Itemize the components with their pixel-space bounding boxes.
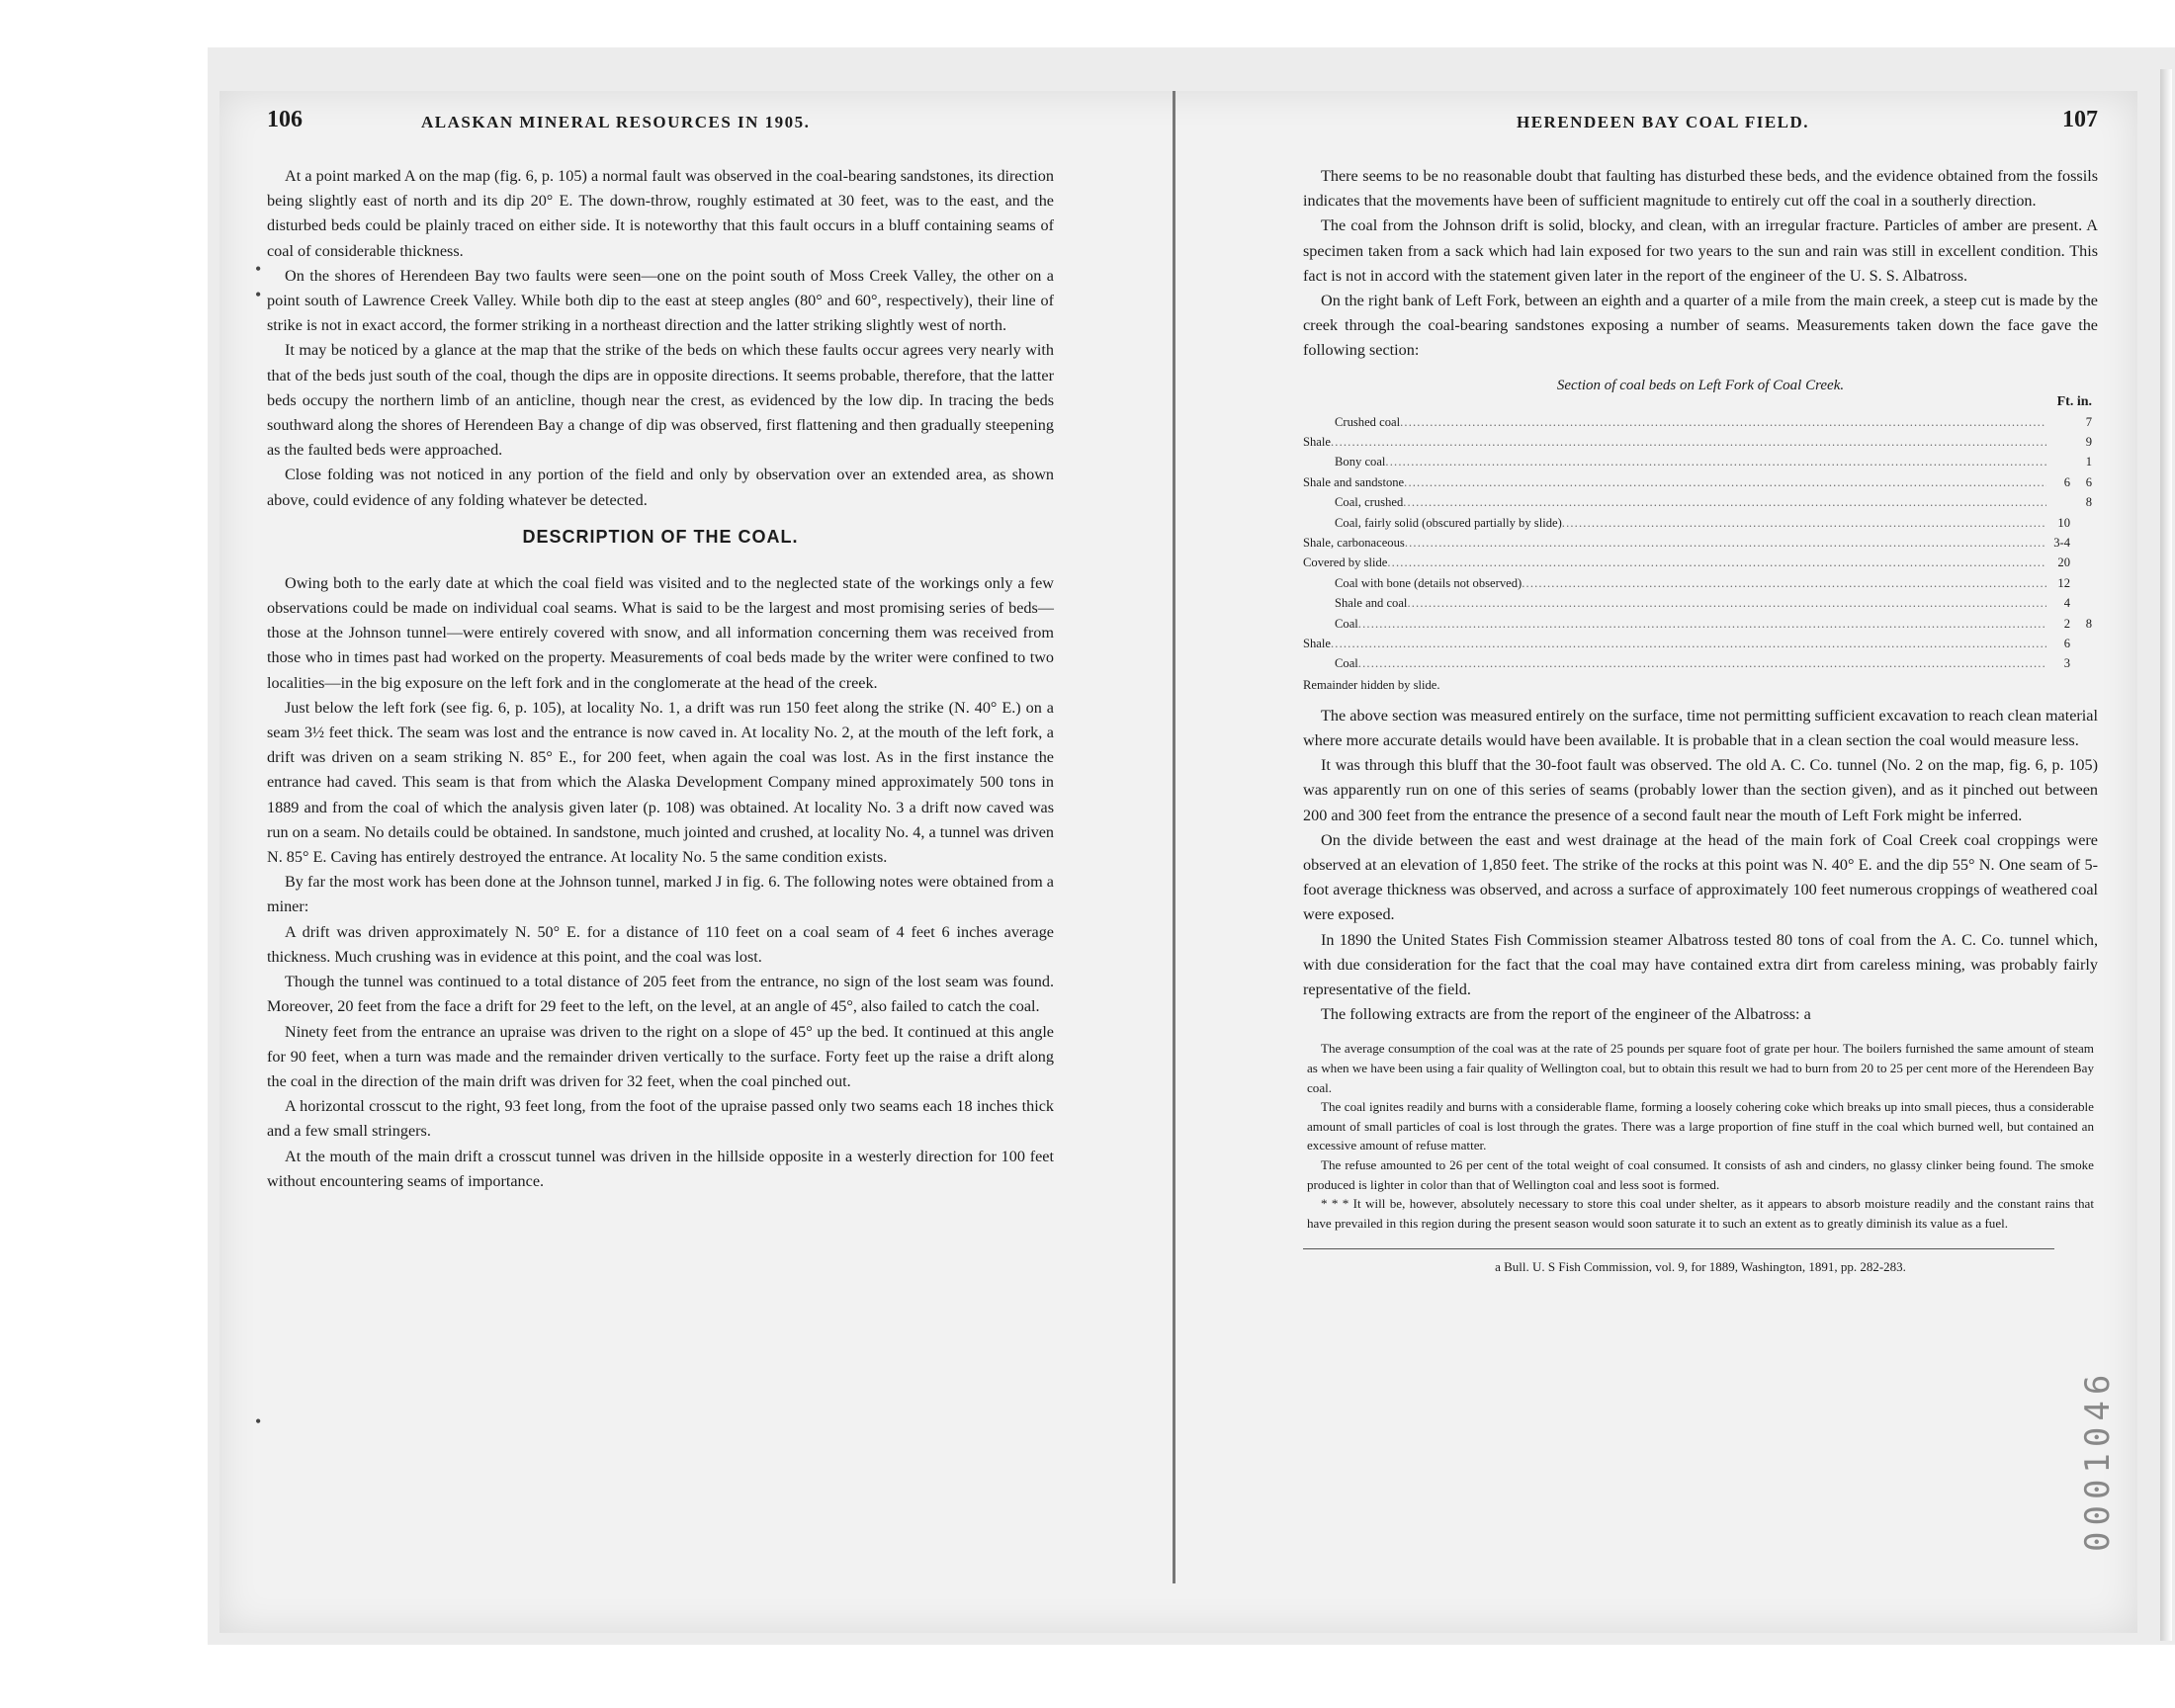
paragraph: Owing both to the early date at which the coal field was visited and to the neglected state of the workings only a few observations could be made on individual coal seams. What is said to be the largest and most promising series of beds—those at the Johnson tunnel—were entirely covered with snow, and all information concerning them was received from those who in times past had worked on the property. Measurements of coal beds made by the writer were confined to two localities—in the big exposure on the left fork and in the conglomerate at the head of the creek.	[267, 573, 1054, 692]
dot-leader	[1387, 553, 2046, 572]
section-remainder: Remainder hidden by slide.	[1303, 677, 1440, 692]
paragraph: It may be noticed by a glance at the map that the strike of the beds on which these faults occur agrees very nearly with that of the beds just south of the coal, though the dips are in opposite directions. It seems probable, therefore, that the latter beds occupy the northern limb of an anticline, though near the crest, as evidenced by the low dip. In tracing the beds southward along the shores of Herendeen Bay a change of dip was observed, first flattening and then gradually steepening as the faulted beds were approached.	[267, 341, 1054, 460]
row-inches: 9	[2085, 435, 2092, 450]
paragraph: On the shores of Herendeen Bay two faults were seen—one on the point south of Moss Creek Valley, the other on a point south of Lawrence Creek Valley. While both dip to the east at steep angles (80° and 60°, respectively), their line of strike is not in exact accord, the former striking in a northeast direction and the latter striking slightly west of north.	[267, 266, 1054, 335]
row-label: Shale	[1303, 636, 1331, 650]
dot-leader	[1405, 533, 2046, 553]
row-label: Bony coal	[1335, 455, 1386, 470]
section-row	[1303, 653, 2098, 673]
paragraph: A horizontal crosscut to the right, 93 feet long, from the foot of the upraise passed only two seams each 18 inches thick and a few small stringers.	[267, 1097, 1054, 1141]
row-label: Shale and coal	[1335, 596, 1408, 611]
left-paragraphs-b	[267, 571, 1054, 1194]
paragraph: The coal from the Johnson drift is solid, blocky, and clean, with an irregular fracture. Particles of amber are present. A specimen taken from a sack which had lain exposed for two years to the sun and rain was still in excellent condition. This fact is not in accord with the statement given later in the report of the engineer of the U. S. S. Albatross.	[1303, 216, 2098, 285]
margin-mark: •	[255, 1411, 262, 1431]
paragraph: The following extracts are from the report of the engineer of the Albatross: a	[1321, 1005, 1811, 1024]
footnote-rule	[1303, 1248, 2054, 1249]
row-feet: 6	[2063, 636, 2070, 650]
paragraph: It was through this bluff that the 30-foot fault was observed. The old A. C. Co. tunnel (No. 2 on the map, fig. 6, p. 105) was apparently run on one of this series of seams (probably lower than the section given), and as it pinched out between 200 and 300 feet from the entrance the presence of a second fault near the mouth of Left Fork might be inferred.	[1303, 756, 2098, 824]
row-label: Coal with bone (details not observed)	[1335, 575, 1522, 590]
page-number: 106	[267, 107, 303, 132]
paragraph: At the mouth of the main drift a crosscut tunnel was driven in the hillside opposite in a westerly direction for 100 feet without encountering seams of importance.	[267, 1147, 1054, 1190]
paragraph: On the divide between the east and west drainage at the head of the main fork of Coal Creek coal croppings were observed at an elevation of 1,850 feet. The strike of the rocks at this point was N. 40° E. and the dip 55° N. One seam of 5-foot average thickness was observed, and across a surface of approximately 100 feet numerous croppings of weathered coal were exposed.	[1303, 830, 2098, 924]
row-feet: 3	[2063, 656, 2070, 671]
paragraph: By far the most work has been done at the Johnson tunnel, marked J in fig. 6. The following notes were obtained from a miner:	[267, 873, 1054, 916]
row-feet: 12	[2057, 575, 2070, 590]
row-feet: 10	[2057, 515, 2070, 530]
row-inches: 8	[2085, 495, 2092, 510]
page-number: 107	[2062, 107, 2098, 132]
margin-mark: •	[255, 285, 262, 304]
section-row	[1303, 614, 2098, 634]
running-title: ALASKAN MINERAL RESOURCES IN 1905.	[421, 113, 811, 131]
row-label: Coal	[1335, 656, 1358, 671]
dot-leader	[1403, 492, 2046, 512]
row-feet: 6	[2063, 474, 2070, 489]
section-row	[1303, 432, 2098, 452]
section-table	[1303, 378, 2098, 696]
scan-border	[2160, 69, 2172, 1641]
row-label: Crushed coal	[1335, 414, 1401, 429]
row-feet: 2	[2063, 616, 2070, 631]
quote-paragraph: The coal ignites readily and burns with a considerable flame, forming a loosely cohering coke which breaks up into small pieces, thus a considerable amount of small particles of coal is lost through the grates. There was a large proportion of fine stuff in the coal which burned well, but contained an excessive amount of refuse matter.	[1307, 1099, 2094, 1153]
paragraph: Though the tunnel was continued to a total distance of 205 feet from the entrance, no sign of the lost seam was found. Moreover, 20 feet from the face a drift for 29 feet to the left, on the level, at an angle of 45°, also failed to catch the coal.	[267, 973, 1054, 1016]
row-inches: 1	[2085, 455, 2092, 470]
footnote: a Bull. U. S Fish Commission, vol. 9, for 1889, Washington, 1891, pp. 282-283.	[1495, 1259, 1906, 1275]
paragraph: In 1890 the United States Fish Commission steamer Albatross tested 80 tons of coal from the A. C. Co. tunnel which, with due consideration for the fact that the coal may have contained extra dirt from careless mining, was probably fairly representative of the field.	[1303, 930, 2098, 998]
row-label: Coal	[1335, 616, 1358, 631]
section-row	[1303, 452, 2098, 471]
dot-leader	[1385, 452, 2046, 471]
quote-paragraph: * * * It will be, however, absolutely necessary to store this coal under shelter, as it appears to absorb moisture readily and the constant rains that have prevailed in this region during the present season would soon saturate it to such an extent as to greatly diminish its value as a fuel.	[1307, 1196, 2094, 1231]
row-label: Covered by slide	[1303, 555, 1388, 570]
paragraph: At a point marked A on the map (fig. 6, p. 105) a normal fault was observed in the coal-bearing sandstones, its direction being slightly east of north and its dip 20° E. The down-throw, roughly estimated at 30 feet, was to the east, and the disturbed beds could be plainly traced on either side. It is noteworthy that this fault occurs in a bluff containing seams of coal of considerable thickness.	[267, 167, 1054, 260]
row-inches: 6	[2085, 474, 2092, 489]
dot-leader	[1407, 593, 2046, 613]
section-row	[1303, 593, 2098, 613]
archive-stamp: 0001046	[2078, 1368, 2118, 1552]
right-running-head	[1303, 107, 2098, 146]
section-row	[1303, 492, 2098, 512]
section-row	[1303, 533, 2098, 553]
right-paragraphs-a	[1303, 164, 2098, 364]
dot-leader	[1358, 614, 2046, 634]
row-label: Shale, carbonaceous	[1303, 535, 1405, 550]
section-row	[1303, 634, 2098, 653]
section-row	[1303, 513, 2098, 533]
dot-leader	[1331, 432, 2046, 452]
row-feet: 20	[2057, 555, 2070, 570]
paragraph: On the right bank of Left Fork, between an eighth and a quarter of a mile from the main creek, a steep cut is made by the creek through the coal-bearing sandstones exposing a number of seams. Measurements taken down the face gave the following section:	[1303, 292, 2098, 360]
row-label: Shale	[1303, 435, 1331, 450]
row-feet: 3-4	[2053, 535, 2070, 550]
dot-leader	[1331, 634, 2046, 653]
quote-paragraph: The refuse amounted to 26 per cent of the total weight of coal consumed. It consists of ash and cinders, no glassy clinker being found. The smoke produced is lighter in color than that of Wellington coal and less soot is formed.	[1307, 1156, 2094, 1192]
running-title: HERENDEEN BAY COAL FIELD.	[1517, 113, 1810, 131]
row-inches: 7	[2085, 414, 2092, 429]
dot-leader	[1358, 653, 2046, 673]
dot-leader	[1400, 412, 2046, 432]
section-table-title: Section of coal beds on Left Fork of Coal Creek.	[1556, 377, 1845, 393]
right-page	[1303, 107, 2098, 1275]
quote-paragraph: The average consumption of the coal was at the rate of 25 pounds per square foot of grate per hour. The boilers furnished the same amount of steam as when we have been using a fair quality of Wellington coal, but to obtain this result we had to burn from 20 to 25 per cent more of the Herendeen Bay coal.	[1307, 1041, 2094, 1095]
left-paragraphs-a	[267, 164, 1054, 513]
section-row	[1303, 573, 2098, 593]
engineer-report-extract	[1303, 1039, 2098, 1233]
right-paragraphs-b	[1303, 704, 2098, 1028]
section-row	[1303, 553, 2098, 572]
dot-leader	[1522, 573, 2046, 593]
dot-leader	[1404, 472, 2046, 492]
section-row	[1303, 472, 2098, 492]
units-header: Ft. in.	[2056, 393, 2092, 409]
paragraph: Close folding was not noticed in any portion of the field and only by observation over an extended area, as shown above, could evidence of any folding whatever be detected.	[267, 466, 1054, 509]
paragraph: There seems to be no reasonable doubt that faulting has disturbed these beds, and the evidence obtained from the fossils indicates that the movements have been of sufficient magnitude to entirely cut off the coal in a southerly direction.	[1303, 167, 2098, 211]
paragraph: Just below the left fork (see fig. 6, p. 105), at locality No. 1, a drift was run 150 feet along the strike (N. 40° E.) on a seam 3½ feet thick. The seam was lost and the entrance is now caved in. At locality No. 2, at the mouth of the left fork, a drift was driven on a seam striking N. 85° E., for 200 feet, when again the coal was lost. As in the first instance the entrance had caved. This seam is that from which the Alaska Development Company mined approximately 500 tons in 1889 and from the coal of which the analysis given later (p. 108) was obtained. At locality No. 3 a drift now caved was run on a seam. No details could be obtained. In sandstone, much jointed and crushed, at locality No. 4, a tunnel was driven N. 85° E. Caving has entirely destroyed the entrance. At locality No. 5 the same condition exists.	[267, 698, 1054, 867]
row-label: Coal, fairly solid (obscured partially by slide)	[1335, 515, 1562, 530]
row-inches: 8	[2085, 616, 2092, 631]
row-label: Coal, crushed	[1335, 495, 1404, 510]
paragraph: Ninety feet from the entrance an upraise was driven to the right on a slope of 45° up the bed. It continued at this angle for 90 feet, when a turn was made and the remainder driven vertically to the surface. Forty feet up the raise a drift along the coal in the direction of the main drift was driven for 32 feet, when the coal pinched out.	[267, 1022, 1054, 1090]
left-running-head	[267, 107, 1054, 146]
paragraph: A drift was driven approximately N. 50° E. for a distance of 110 feet on a coal seam of 4 feet 6 inches average thickness. Much crushing was in evidence at this point, and the coal was lost.	[267, 922, 1054, 966]
dot-leader	[1562, 513, 2046, 533]
margin-mark: •	[255, 259, 262, 279]
gutter-line	[1173, 91, 1175, 1583]
row-feet: 4	[2063, 596, 2070, 611]
row-label: Shale and sandstone	[1303, 474, 1405, 489]
section-heading: DESCRIPTION OF THE COAL.	[522, 526, 799, 547]
section-rows	[1303, 412, 2098, 674]
left-page	[267, 107, 1054, 1194]
paragraph: The above section was measured entirely on the surface, time not permitting sufficient excavation to reach clean material where more accurate details would have been available. It is probable that in a clean section the coal would measure less.	[1303, 706, 2098, 749]
section-row	[1303, 412, 2098, 432]
